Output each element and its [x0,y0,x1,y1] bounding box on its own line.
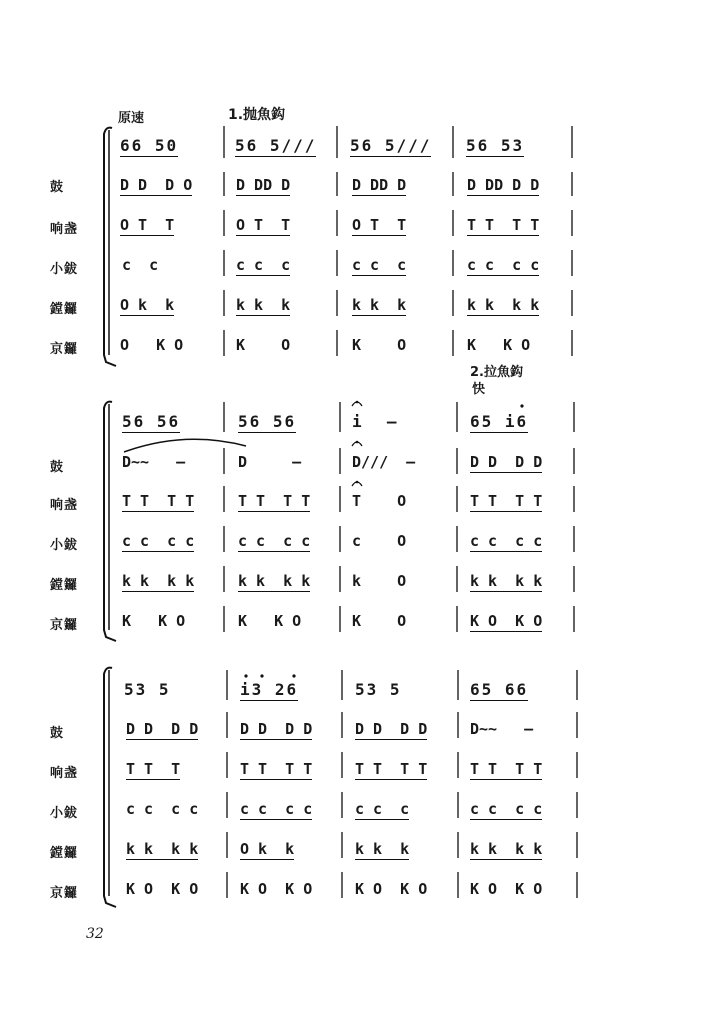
drum-measure: D D D D [355,720,428,738]
tangluo-measure: k k k [355,840,410,858]
tangluo-measure: O k k [240,840,295,858]
xiangzhan-measure: T T T T [122,492,195,510]
cymbal-measure: c c c c [470,532,543,550]
tempo-marking-fast: 快 [472,382,486,397]
jingluo-measure: K K O [238,612,302,630]
section-title-1: 1.抛魚鈎 [228,107,286,123]
tangluo-measure: k k k k [467,296,540,314]
cymbal-measure: c c c c [467,256,540,274]
instrument-label: 响盏 [50,498,79,513]
instrument-label: 鼓 [50,726,65,741]
instrument-label: 小鈸 [50,806,79,821]
tangluo-measure: k k k k [126,840,199,858]
cymbal-measure: c c c c [122,532,195,550]
instrument-label: 京鑼 [50,618,79,633]
cymbal-measure: c c [122,256,159,274]
tangluo-measure: k k k k [470,572,543,590]
cymbal-measure: c c c c [238,532,311,550]
instrument-label: 鏜鑼 [50,578,79,593]
instrument-label: 鼓 [50,180,65,195]
xiangzhan-measure: T T T T [470,760,543,778]
xiangzhan-measure: T T T T [355,760,428,778]
jingluo-measure: K O [236,336,291,354]
instrument-label: 小鈸 [50,262,79,277]
cymbal-measure: c c c c [240,800,313,818]
tangluo-measure: k k k [236,296,291,314]
cymbal-measure: c c c [352,256,407,274]
jingluo-measure: O K O [120,336,184,354]
drum-measure: D – [238,453,302,471]
xiangzhan-measure: T T T T [470,492,543,510]
cymbal-measure: c c c c [126,800,199,818]
xiangzhan-measure: T T T T [238,492,311,510]
xiangzhan-measure: T O [352,492,407,510]
melody-measure: 53 5 [124,680,171,699]
tangluo-measure: k k k k [238,572,311,590]
jingluo-measure: K O K O [470,880,543,898]
drum-measure: D DD D [352,176,407,194]
jingluo-measure: K O K O [470,612,543,630]
instrument-label: 鏜鑼 [50,846,79,861]
drum-measure: D~~ – [470,720,534,738]
drum-measure: D~~ – [122,453,186,471]
melody-measure: 56 53 [466,136,525,155]
melody-measure: 56 56 [238,412,297,431]
instrument-label: 小鈸 [50,538,79,553]
cymbal-measure: c c c c [470,800,543,818]
instrument-label: 鏜鑼 [50,302,79,317]
xiangzhan-measure: O T T [236,216,291,234]
jingluo-measure: K O K O [355,880,428,898]
melody-measure: 65 i6 [470,412,529,431]
melody-measure: 56 5/// [350,136,432,155]
instrument-label: 京鑼 [50,886,79,901]
jingluo-measure: K O K O [126,880,199,898]
jingluo-measure: K O [352,336,407,354]
xiangzhan-measure: O T T [120,216,175,234]
melody-measure: i – [352,412,399,431]
jingluo-measure: K K O [467,336,531,354]
cymbal-measure: c c c [236,256,291,274]
melody-measure: 66 50 [120,136,179,155]
drum-measure: D/// – [352,453,416,471]
instrument-label: 响盏 [50,222,79,237]
melody-measure: 53 5 [355,680,402,699]
jingluo-measure: K K O [122,612,186,630]
jingluo-measure: K O [352,612,407,630]
tangluo-measure: O k k [120,296,175,314]
xiangzhan-measure: T T T T [467,216,540,234]
drum-measure: D D D D [126,720,199,738]
page-number: 32 [86,926,104,942]
cymbal-measure: c O [352,532,407,550]
melody-measure: i3 26 [240,680,299,699]
xiangzhan-measure: O T T [352,216,407,234]
tangluo-measure: k O [352,572,407,590]
drum-measure: D DD D [236,176,291,194]
xiangzhan-measure: T T T T [240,760,313,778]
drum-measure: D D D D [470,453,543,471]
melody-measure: 65 66 [470,680,529,699]
xiangzhan-measure: T T T [126,760,181,778]
melody-measure: 56 56 [122,412,181,431]
instrument-label: 鼓 [50,460,65,475]
tangluo-measure: k k k [352,296,407,314]
drum-measure: D D D O [120,176,193,194]
cymbal-measure: c c c [355,800,410,818]
tangluo-measure: k k k k [122,572,195,590]
drum-measure: D DD D D [467,176,540,194]
drum-measure: D D D D [240,720,313,738]
tangluo-measure: k k k k [470,840,543,858]
jingluo-measure: K O K O [240,880,313,898]
melody-measure: 56 5/// [235,136,317,155]
instrument-label: 京鑼 [50,342,79,357]
tempo-marking: 原速 [118,111,145,126]
instrument-label: 响盏 [50,766,79,781]
section-title-2: 2.拉魚鈎 [470,365,523,380]
